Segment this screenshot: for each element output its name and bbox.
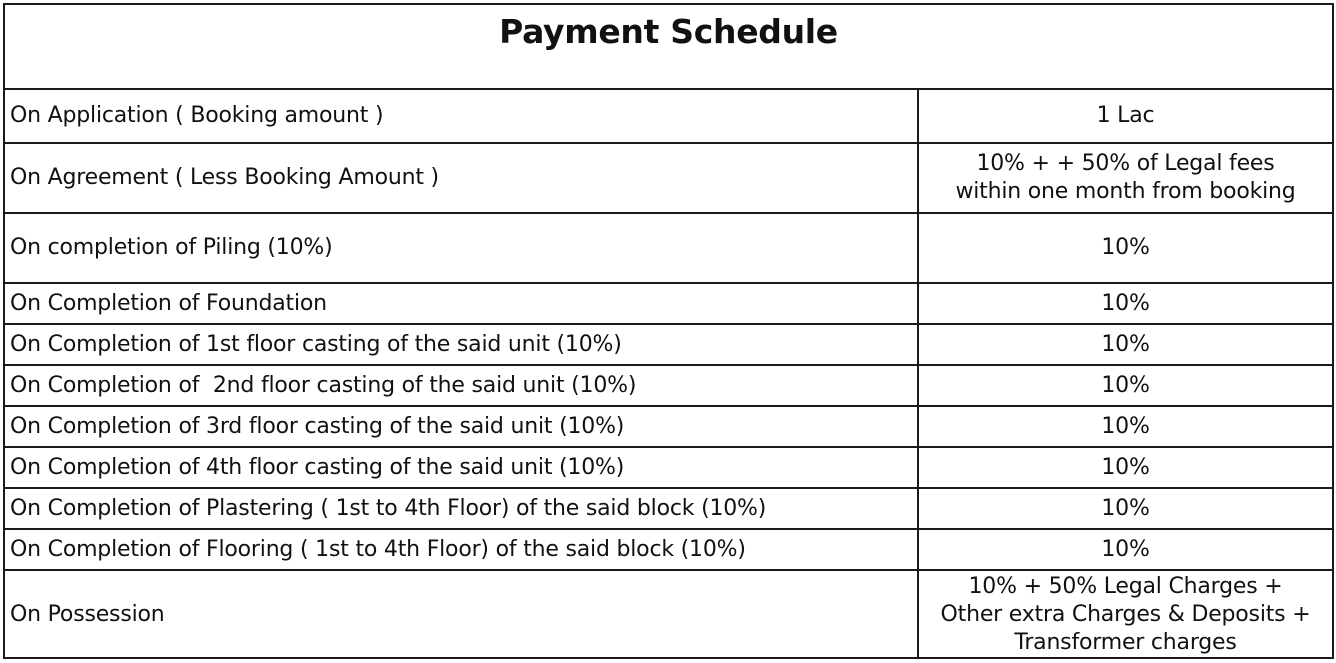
table-row — [5, 529, 1332, 570]
stage-cell: On Possession — [5, 570, 918, 658]
payment-schedule-table — [3, 3, 1334, 659]
stage-cell: On Application ( Booking amount ) — [5, 90, 918, 143]
amount-cell: 10% — [918, 213, 1332, 283]
amount-cell: 10% — [918, 488, 1332, 529]
title-cell — [5, 5, 1332, 90]
stage-cell: On Completion of Flooring ( 1st to 4th Floor) of the said block (10%) — [5, 529, 918, 570]
stage-cell: On Completion of 4th floor casting of the said unit (10%) — [5, 447, 918, 488]
table-row — [5, 447, 1332, 488]
amount-cell: 10% — [918, 283, 1332, 324]
stage-cell: On Completion of Foundation — [5, 283, 918, 324]
stage-cell: On Completion of 3rd floor casting of the said unit (10%) — [5, 406, 918, 447]
table-row — [5, 283, 1332, 324]
stage-cell: On Completion of 2nd floor casting of the said unit (10%) — [5, 365, 918, 406]
stage-cell: On Agreement ( Less Booking Amount ) — [5, 143, 918, 213]
amount-cell: 1 Lac — [918, 90, 1332, 143]
amount-cell: 10% + + 50% of Legal fees within one month from booking — [918, 143, 1332, 213]
stage-cell: On Completion of 1st floor casting of the said unit (10%) — [5, 324, 918, 365]
amount-cell: 10% — [918, 447, 1332, 488]
table-row — [5, 90, 1332, 143]
table-row — [5, 324, 1332, 365]
table-row — [5, 570, 1332, 658]
amount-cell: 10% — [918, 324, 1332, 365]
page-title: Payment Schedule — [499, 12, 838, 51]
table-row — [5, 365, 1332, 406]
schedule-grid — [5, 90, 1332, 658]
stage-cell: On completion of Piling (10%) — [5, 213, 918, 283]
amount-cell: 10% + 50% Legal Charges + Other extra Charges & Deposits + Transformer charges — [940, 573, 1311, 655]
table-row — [5, 406, 1332, 447]
amount-cell: 10% — [918, 406, 1332, 447]
table-row — [5, 143, 1332, 213]
amount-cell: 10% — [918, 529, 1332, 570]
amount-cell: 10% — [918, 365, 1332, 406]
table-row — [5, 488, 1332, 529]
table-row — [5, 213, 1332, 283]
stage-cell: On Completion of Plastering ( 1st to 4th Floor) of the said block (10%) — [5, 488, 918, 529]
